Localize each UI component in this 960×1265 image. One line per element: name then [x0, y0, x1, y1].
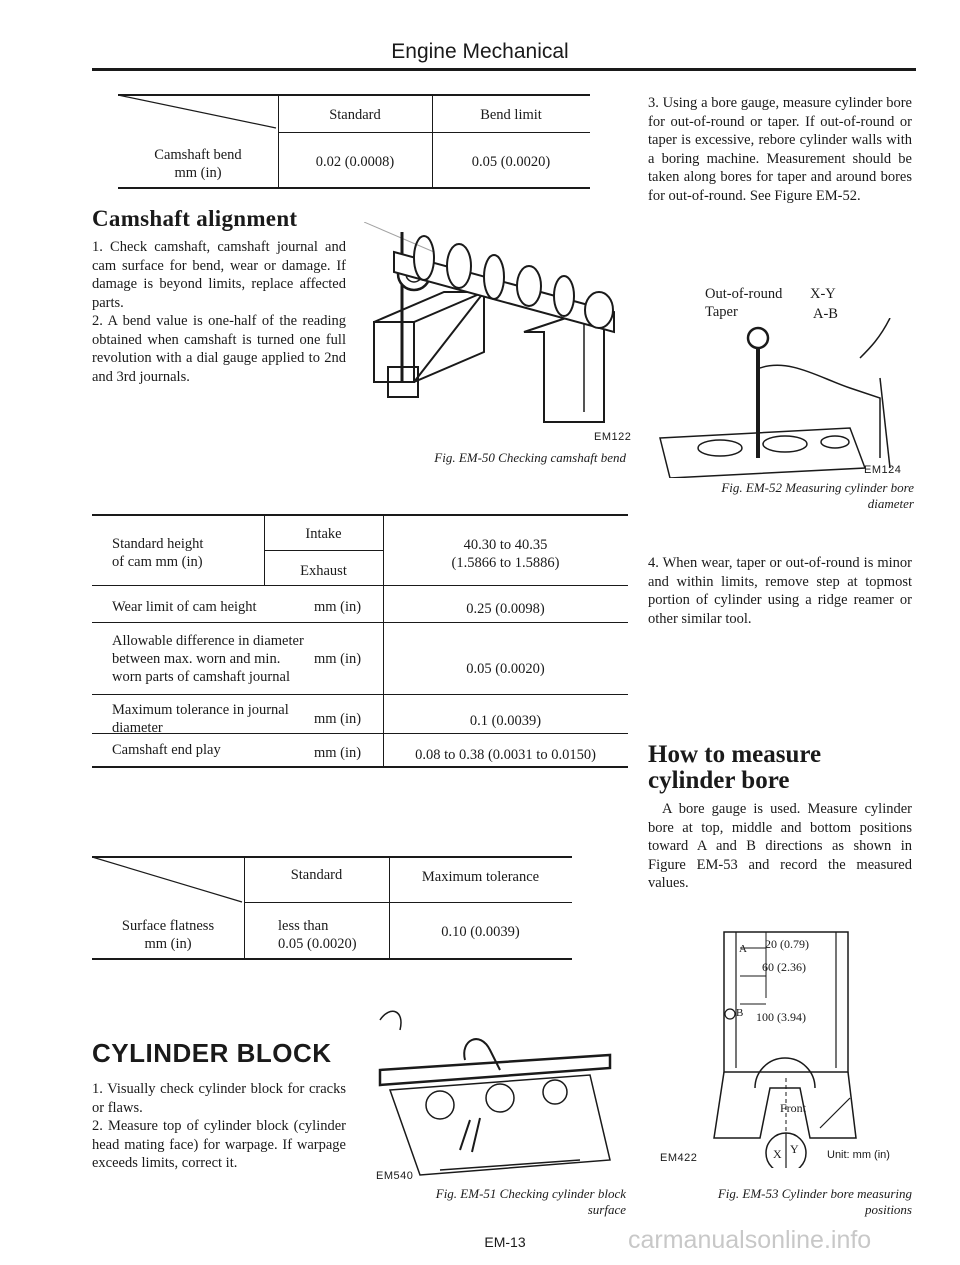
height-value: 40.30 to 40.35 (1.5866 to 1.5886): [451, 537, 560, 571]
wear-value: 0.25 (0.0098): [466, 601, 545, 617]
out-of-round-label: Out-of-round: [705, 286, 783, 302]
flatness-max-value: 0.10 (0.0039): [441, 924, 520, 940]
cylinder-block-heading: CYLINDER BLOCK: [92, 1038, 332, 1068]
label-b: B: [736, 1007, 744, 1019]
tol-label: Maximum tolerance in journal diameter: [112, 702, 289, 736]
fig-em53-code: EM422: [660, 1152, 698, 1164]
col-max-tolerance: Maximum tolerance: [421, 869, 540, 885]
step-4-text: 4. When wear, taper or out-of-round is minor and within limits, remove step at topmost portion of cylinder using a ridge reamer or other similar tool.: [648, 555, 912, 627]
dim-60: 60 (2.36): [762, 960, 806, 974]
wear-unit: mm (in): [314, 599, 362, 615]
row-label: Camshaft bend mm (in): [154, 147, 242, 181]
label-a: A: [739, 943, 747, 955]
bend-standard-value: 0.02 (0.0008): [315, 154, 395, 170]
height-label: Standard height of cam mm (in): [112, 536, 204, 570]
fig-em52-code: EM124: [864, 464, 902, 476]
exhaust-label: Exhaust: [300, 563, 347, 579]
wear-label: Wear limit of cam height: [112, 599, 257, 615]
fig-em50-caption: Fig. EM-50 Checking camshaft bend: [434, 450, 626, 465]
taper-label: Taper: [705, 304, 738, 320]
col-standard: Standard: [290, 867, 343, 883]
fig-em50-code: EM122: [594, 431, 632, 443]
tol-unit: mm (in): [314, 711, 362, 727]
fig-em53-caption: Fig. EM-53 Cylinder bore measuring positions: [717, 1186, 912, 1217]
fig-em52-caption: Fig. EM-52 Measuring cylinder bore diameter: [721, 480, 914, 511]
label-front: Front: [780, 1101, 807, 1115]
page-header-title: Engine Mechanical: [391, 40, 569, 63]
row-label: Surface flatness mm (in): [121, 918, 215, 952]
header-rule: [92, 68, 916, 71]
endplay-unit: mm (in): [314, 745, 362, 761]
tol-value: 0.1 (0.0039): [469, 713, 542, 729]
table-diagonal: [92, 856, 244, 904]
camshaft-alignment-text: 1. Check camshaft, camshaft journal and cam surface for bend, wear or damage. If damage is beyond limits, replace affected parts. 2. A bend value is one-half of the reading obtained when camshaft is turned one full revolution with a dial gauge applied to 2nd and 3rd journals.: [92, 239, 346, 385]
col-bend-limit: Bend limit: [480, 107, 542, 123]
label-y: Y: [790, 1142, 799, 1156]
step-3-text: 3. Using a bore gauge, measure cylinder bore for out-of-round or taper. If out-of-round or taper is excessive, rebore cylinder walls with a boring machine. Measurement should be taken along bores for taper and around bores for out-of-round. See Figure EM-52.: [648, 95, 912, 204]
endplay-label: Camshaft end play: [112, 742, 221, 758]
fig-em51-code: EM540: [376, 1170, 414, 1182]
fig-em53-unit: Unit: mm (in): [827, 1149, 890, 1161]
out-of-round-value: X-Y: [810, 286, 836, 302]
diff-unit: mm (in): [314, 651, 362, 667]
fig-em51-caption: Fig. EM-51 Checking cylinder block surface: [435, 1186, 626, 1217]
watermark: carmanualsonline.info: [628, 1226, 872, 1254]
flatness-standard-value: less than 0.05 (0.0020): [278, 918, 357, 952]
intake-label: Intake: [305, 526, 342, 542]
fig-em51-illustration: [360, 1000, 630, 1180]
dim-100: 100 (3.94): [756, 1010, 806, 1024]
endplay-value: 0.08 to 0.38 (0.0031 to 0.0150): [415, 747, 596, 763]
bore-measure-heading: How to measure cylinder bore: [648, 741, 822, 794]
dim-20: 20 (0.79): [765, 937, 809, 951]
fig-em52-illustration: [650, 318, 912, 478]
col-standard: Standard: [329, 107, 381, 123]
diff-label: Allowable difference in diameter between max. worn and min. worn parts of camshaft journal: [112, 633, 304, 685]
cylinder-block-text: 1. Visually check cylinder block for cracks or flaws. 2. Measure top of cylinder block (cylinder head mating face) for warpage. If warpage exceeds limits, correct it.: [92, 1081, 346, 1171]
page-number: EM-13: [484, 1234, 526, 1250]
bend-limit-value: 0.05 (0.0020): [471, 154, 551, 170]
bore-measure-text: A bore gauge is used. Measure cylinder bore at top, middle and bottom positions toward A and B directions as shown in Figure EM-53 and record the measured values.: [648, 801, 912, 891]
label-x: X: [773, 1147, 782, 1161]
fig-em50-illustration: [364, 222, 634, 442]
table-diagonal: [118, 94, 278, 130]
taper-value: A-B: [813, 306, 838, 322]
diff-value: 0.05 (0.0020): [466, 661, 545, 677]
camshaft-alignment-heading: Camshaft alignment: [92, 206, 298, 231]
